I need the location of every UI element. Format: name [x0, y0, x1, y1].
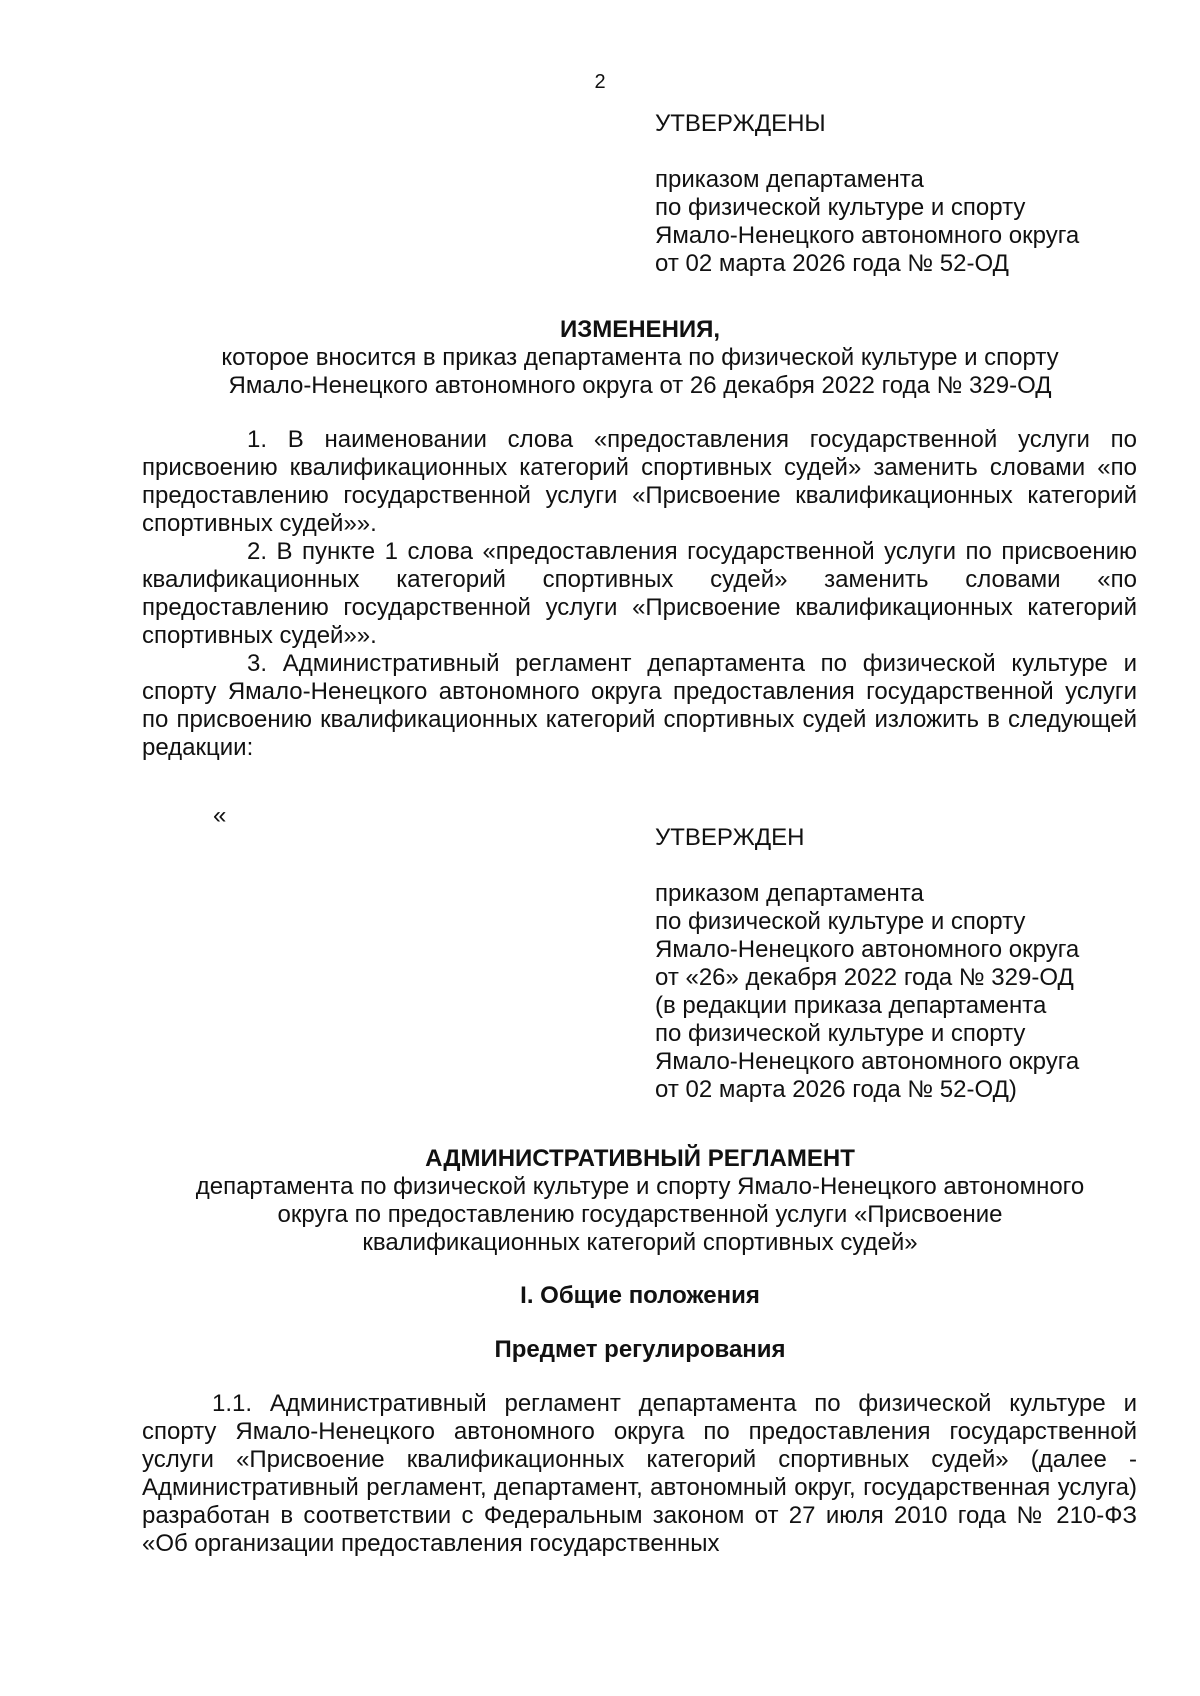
regulation-title: АДМИНИСТРАТИВНЫЙ РЕГЛАМЕНТ: [425, 1145, 855, 1172]
regulation-subtitle: квалификационных категорий спортивных судей»: [362, 1229, 918, 1256]
approval-stamp: УТВЕРЖДЕН: [655, 824, 805, 851]
approval-line: от 02 марта 2026 года № 52-ОД: [655, 250, 1009, 277]
change-item-1: 1. В наименовании слова «предоставления государственной услуги по присвоению квалификационных категорий спортивных судей» заменить словами «по предоставлению государственной услуги «Присвоение квалификационных категорий спортивных судей»».: [142, 426, 1137, 537]
paragraph-text: 1.1. Административный регламент департамента по физической культуре и спорту Ямало-Ненецкого автономного округа по предоставления государственной услуги «Присвоение квалификационных категорий спортивных судей» (далее - Административный регламент, департамент, автономный округ, государственная услуга) разработан в соответствии с Федеральным законом от 27 июля 2010 года № 210-ФЗ «Об организации предоставления государственных: [142, 1390, 1137, 1557]
approval-line: приказом департамента: [655, 166, 924, 193]
changes-items: [142, 426, 1137, 762]
approval-stamp: УТВЕРЖДЕНЫ: [655, 110, 826, 137]
changes-title: ИЗМЕНЕНИЯ,: [559, 316, 721, 343]
approval-line: по физической культуре и спорту: [655, 908, 1026, 935]
regulation-subtitle: департамента по физической культуре и спорту Ямало-Ненецкого автономного: [195, 1173, 1085, 1200]
regulation-title-block: [140, 1145, 1140, 1257]
change-item-3: 3. Административный регламент департамента по физической культуре и спорту Ямало-Ненецкого автономного округа предоставления государственной услуги по присвоению квалификационных категорий спортивных судей изложить в следующей редакции:: [142, 650, 1137, 761]
approval-line: приказом департамента: [655, 880, 924, 907]
approval-line: (в редакции приказа департамента: [655, 992, 1047, 1019]
page-number: 2: [594, 71, 606, 93]
approval-block-order-52: [655, 110, 1155, 278]
approval-line: Ямало-Ненецкого автономного округа: [655, 936, 1080, 963]
approval-line: по физической культуре и спорту: [655, 1020, 1026, 1047]
approval-block-order-329: [655, 824, 1155, 1104]
changes-subtitle: Ямало-Ненецкого автономного округа от 26 декабря 2022 года № 329-ОД: [228, 372, 1052, 399]
approval-line: Ямало-Ненецкого автономного округа: [655, 1048, 1080, 1075]
changes-title-block: [140, 316, 1140, 400]
approval-line: от «26» декабря 2022 года № 329-ОД: [655, 964, 1074, 991]
approval-line: по физической культуре и спорту: [655, 194, 1026, 221]
section-heading: I. Общие положения: [520, 1282, 760, 1309]
changes-subtitle: которое вносится в приказ департамента по физической культуре и спорту: [221, 344, 1059, 371]
change-item-2: 2. В пункте 1 слова «предоставления государственной услуги по присвоению квалификационных категорий спортивных судей» заменить словами «по предоставлению государственной услуги «Присвоение квалификационных категорий спортивных судей»».: [142, 538, 1137, 649]
opening-quote-mark: «: [213, 802, 227, 829]
approval-line: от 02 марта 2026 года № 52-ОД): [655, 1076, 1017, 1103]
paragraph-1-1: [142, 1390, 1137, 1558]
subsection-heading: Предмет регулирования: [494, 1336, 786, 1363]
approval-line: Ямало-Ненецкого автономного округа: [655, 222, 1080, 249]
regulation-subtitle: округа по предоставлению государственной услуги «Присвоение: [277, 1201, 1003, 1228]
